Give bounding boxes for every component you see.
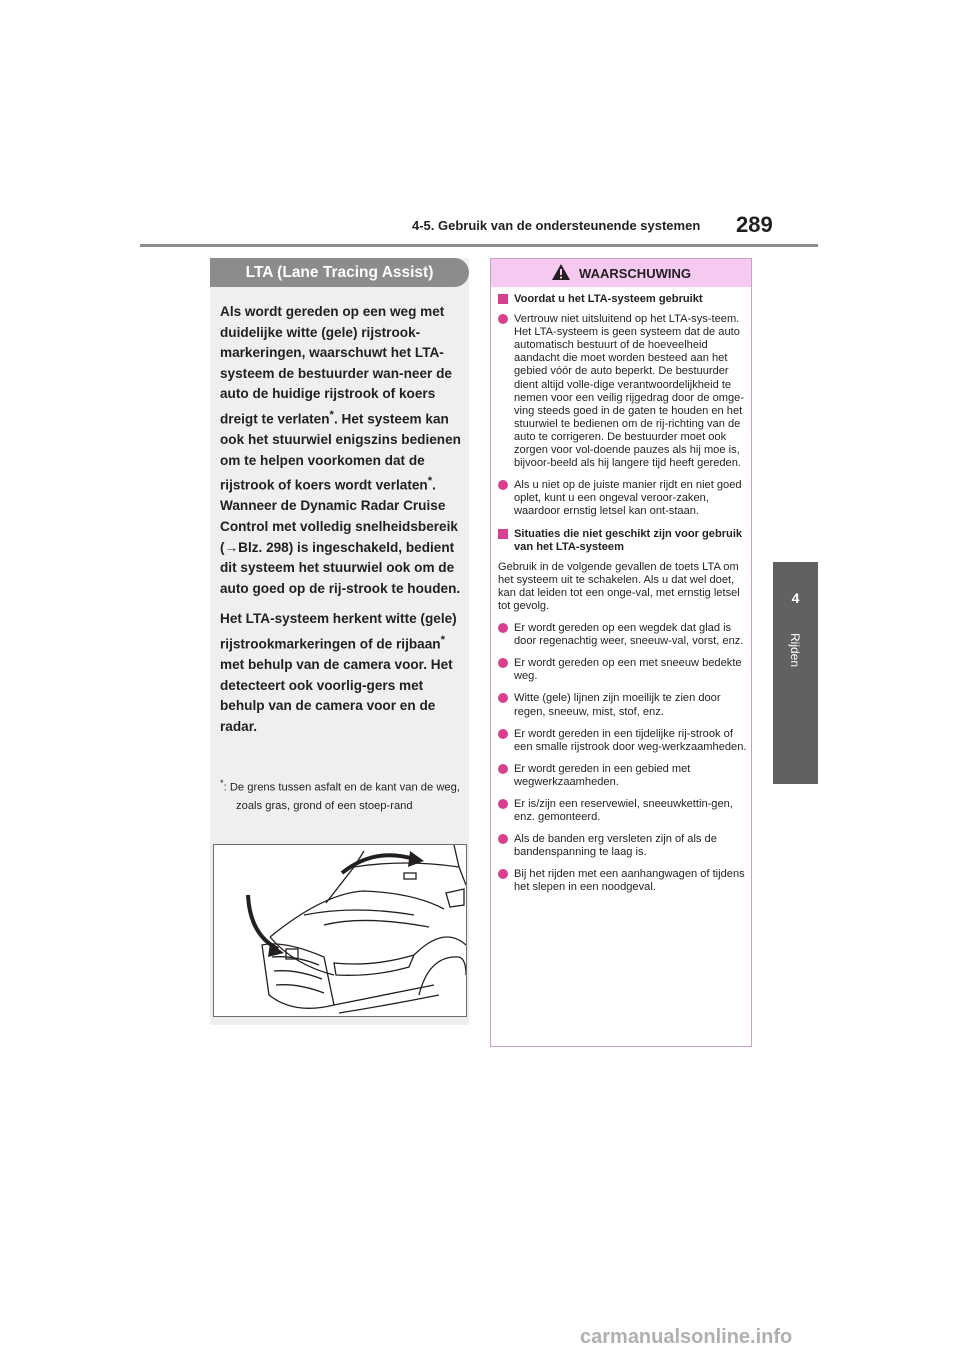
chapter-tab-number[interactable]: 4 — [773, 562, 818, 634]
warning-bullet: Bij het rijden met een aanhangwagen of tijdens het slepen in een noodgeval. — [498, 868, 747, 894]
recognition-text-2: met behulp van de camera voor. Het detecteert ook voorlig-gers met behulp van de camera voor en de radar. — [220, 657, 453, 734]
warning-bullet: Als u niet op de juiste manier rijdt en niet goed oplet, kunt u een ongeval veroor-zaken, waardoor ernstig letsel kan ont-staan. — [498, 479, 747, 518]
warning-bullet: Vertrouw niet uitsluitend op het LTA-sys-teem. Het LTA-systeem is geen systeem dat de auto automatisch bestuurt of de hoeveelheid aandacht die moet worden besteed aan het gebied vóór de auto beperkt. De bestuurder dient altijd volle-dige verantwoordelijkheid te nemen voor een veilig rijgedrag door de omge-ving steeds goed in de gaten te houden en het stuurwiel te bedienen om de rij-richting van de auto te corrigeren. De bestuurder moet ook zorgen voor vol-doende pauzes als hij moe is, bijvoor-beeld als hij langere tijd heeft gereden. — [498, 313, 747, 470]
warning-bullet: Als de banden erg versleten zijn of als de bandenspanning te laag is. — [498, 833, 747, 859]
warning-header — [491, 259, 751, 287]
lta-info-panel — [210, 258, 469, 1025]
footnote-text: : De grens tussen asfalt en de kant van de weg, zoals gras, grond of een stoep-rand — [223, 781, 460, 812]
warning-triangle-icon — [551, 263, 571, 284]
warning-bullet: Er wordt gereden op een wegdek dat glad is door regenachtig weer, sneeuw-val, vorst, enz. — [498, 622, 747, 648]
intro-text-3: . Wanneer de Dynamic Radar Cruise Control met volledig snelheidsbereik (→Blz. 298) is ingeschakeld, bedient dit systeem het stuurwiel ook om de auto goed op de rij-strook te houden. — [220, 477, 461, 596]
footnote-mark: * — [220, 778, 224, 788]
warning-content — [498, 293, 747, 904]
panel-title: LTA (Lane Tracing Assist) — [210, 258, 469, 287]
warning-bullet: Er wordt gereden op een met sneeuw bedekte weg. — [498, 657, 747, 683]
warning-paragraph: Gebruik in de volgende gevallen de toets LTA om het systeem uit te schakelen. Als u dat wel doet, kan dat leiden tot een onge-val, met ernstig letsel tot gevolg. — [498, 560, 740, 612]
panel-body — [220, 302, 470, 747]
site-watermark: carmanualsonline.info — [580, 1326, 793, 1348]
car-illustration — [210, 844, 469, 1026]
intro-text-2: . Het systeem kan ook het stuurwiel enigszins bedienen om te helpen voorkomen dat de rijstrook of koers wordt verlaten — [220, 411, 461, 493]
header-divider — [140, 244, 818, 247]
warning-bullet: Er wordt gereden in een tijdelijke rij-strook of een smalle rijstrook door weg-werkzaamheden. — [498, 728, 747, 754]
chapter-tab-label: Rijden — [788, 632, 802, 668]
illustration-frame — [213, 844, 467, 1017]
warning-bullet: Er wordt gereden in een gebied met wegwerkzaamheden. — [498, 763, 747, 789]
recognition-paragraph — [220, 609, 470, 737]
footnote — [220, 774, 470, 815]
car-front-drawing — [214, 845, 466, 1016]
section-title: 4-5. Gebruik van de ondersteunende systemen — [412, 218, 701, 233]
warning-subheading: Voordat u het LTA-systeem gebruikt — [498, 293, 747, 306]
footnote-ref: * — [440, 633, 446, 646]
footnote-ref: * — [329, 408, 334, 421]
warning-bullet: Er is/zijn een reservewiel, sneeuwkettin-gen, enz. gemonteerd. — [498, 798, 747, 824]
page-number: 289 — [736, 212, 773, 237]
intro-paragraph — [220, 302, 470, 599]
warning-title: WAARSCHUWING — [579, 265, 691, 281]
warning-box — [490, 258, 752, 1047]
intro-text-1: Als wordt gereden op een weg met duidelijke witte (gele) rijstrook-markeringen, waarschuwt het LTA-systeem de bestuurder wan-neer de auto de huidige rijstrook of koers dreigt te verlaten — [220, 304, 452, 427]
footnote-ref: * — [427, 475, 433, 488]
warning-subheading: Situaties die niet geschikt zijn voor gebruik van het LTA-systeem — [498, 528, 747, 554]
warning-bullet: Witte (gele) lijnen zijn moeilijk te zien door regen, sneeuw, mist, stof, enz. — [498, 692, 747, 718]
recognition-text-1: Het LTA-systeem herkent witte (gele) rijstrookmarkeringen of de rijbaan — [220, 611, 457, 652]
